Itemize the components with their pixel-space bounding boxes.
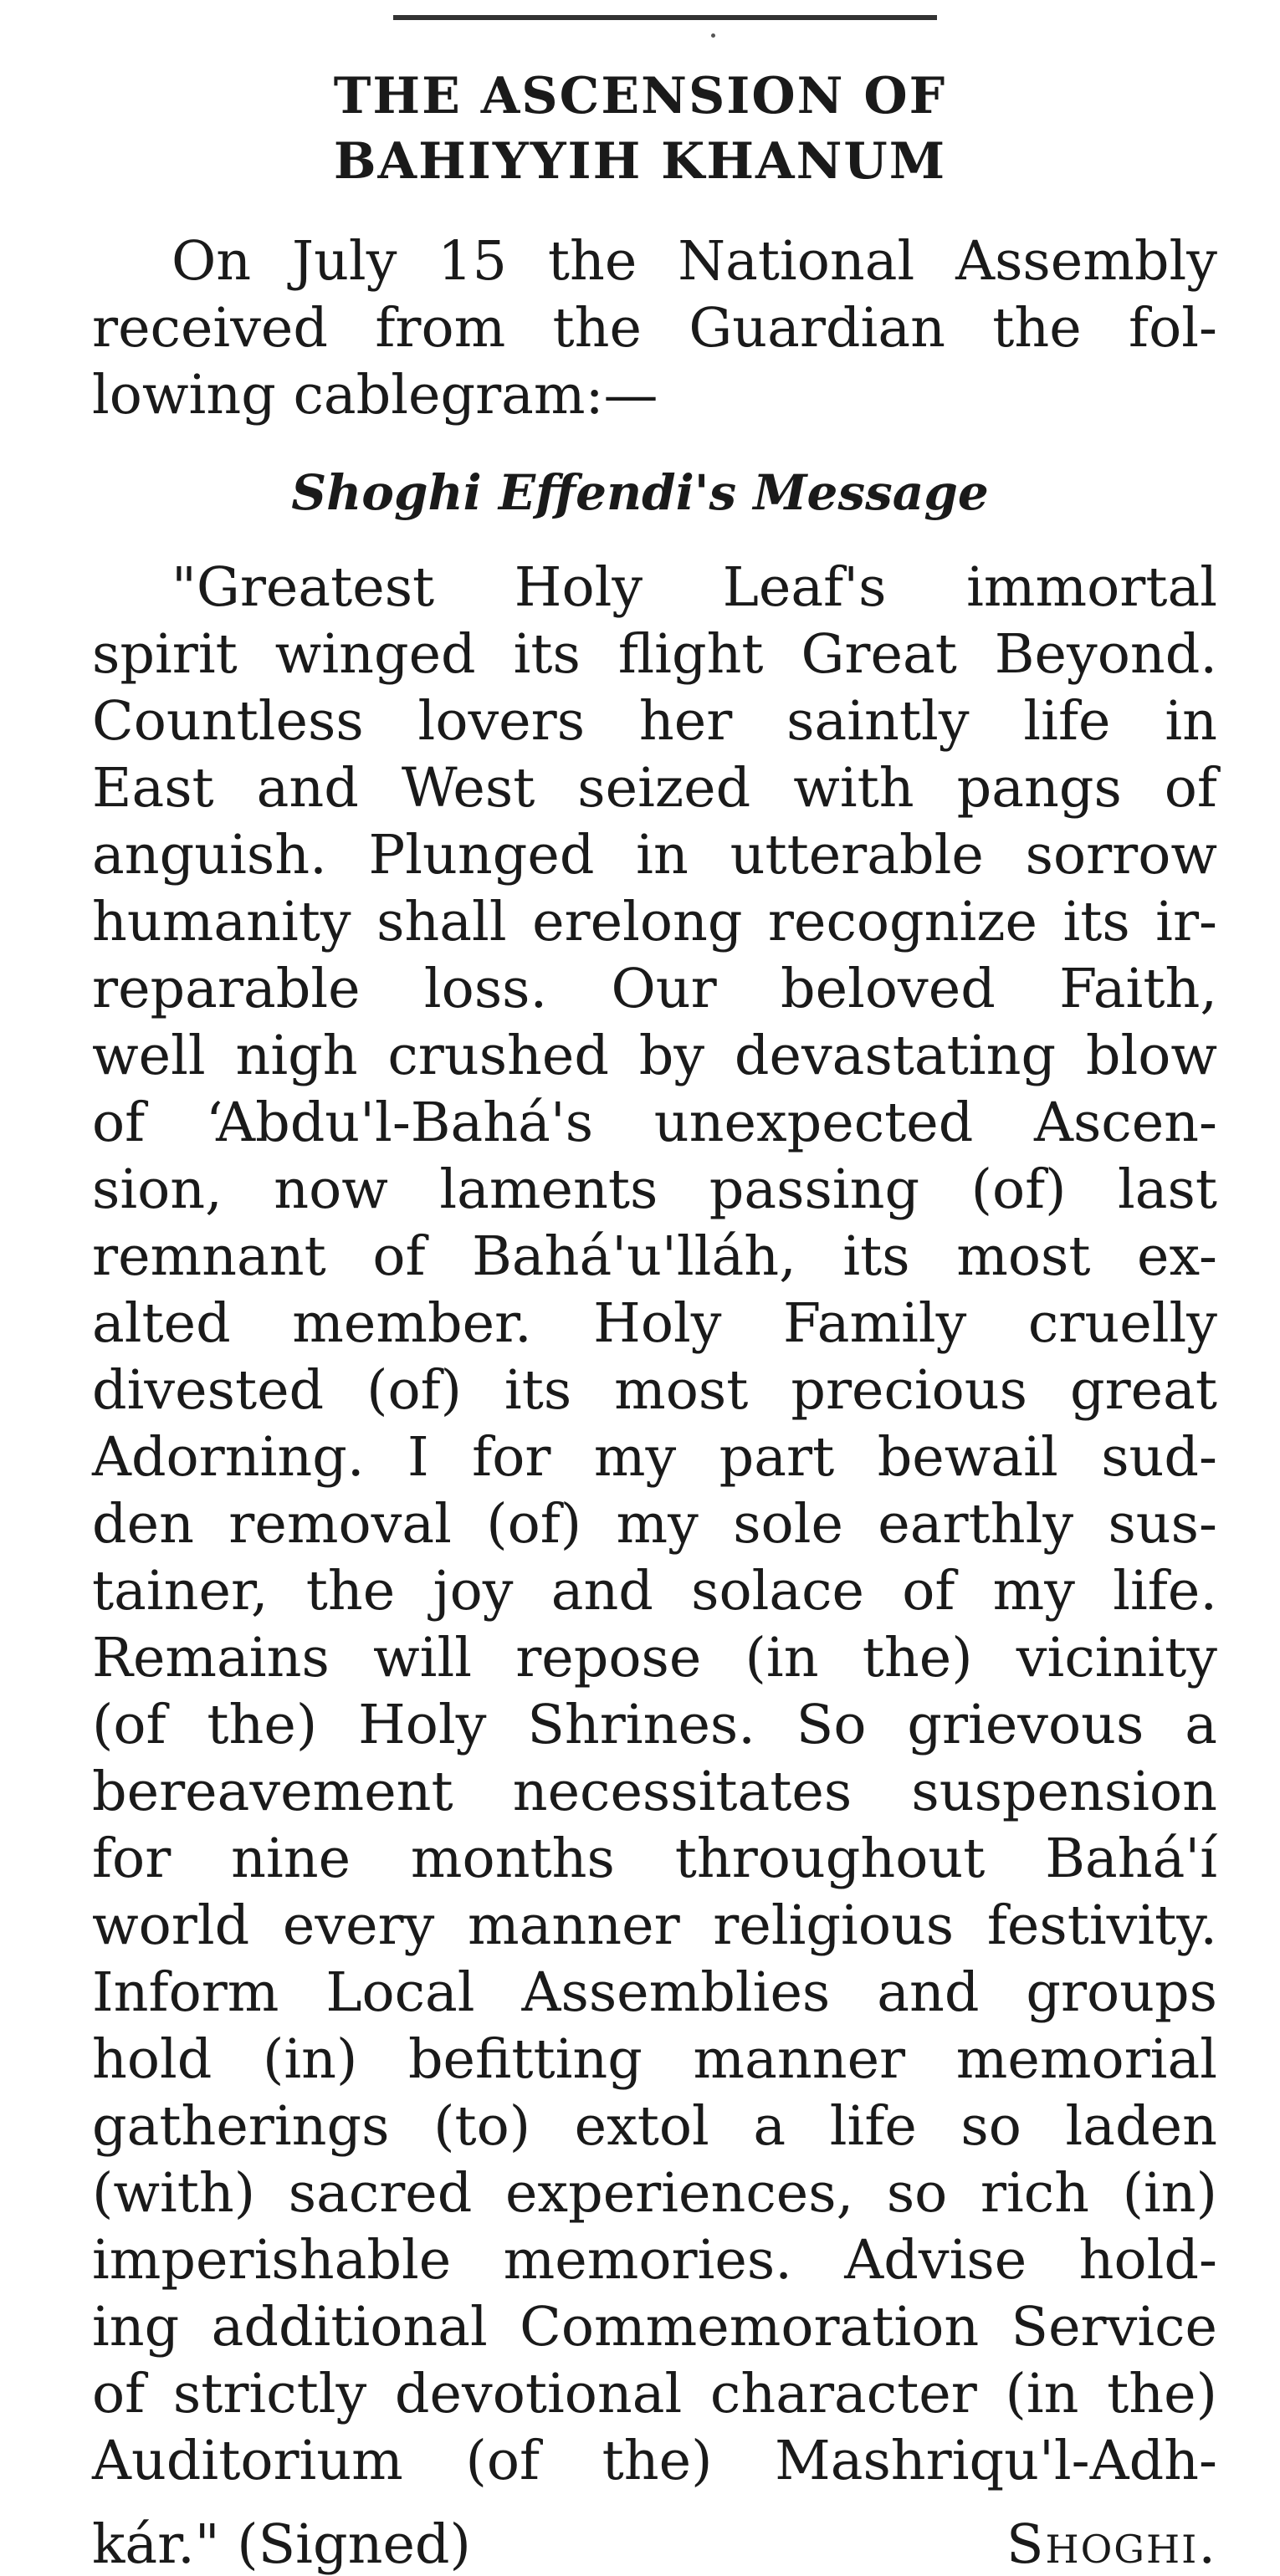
article-title-line-2: BAHIYYIH KHANUM: [333, 132, 947, 191]
message-line: of ‘Abdu'l-Bahá's unexpected Ascen-: [92, 1091, 1217, 1154]
message-line: divested (of) its most precious great: [92, 1359, 1217, 1422]
signature: Shoghi.: [1006, 2513, 1217, 2576]
message-line: Remains will repose (in the) vicinity: [92, 1627, 1217, 1689]
top-rule: [393, 15, 937, 20]
message-line: tainer, the joy and solace of my life.: [92, 1560, 1217, 1623]
message-line: Auditorium (of the) Mashriqu'l-Adh-: [92, 2430, 1217, 2492]
article-title-line-1: THE ASCENSION OF: [333, 67, 947, 125]
message-heading: Shoghi Effendi's Message: [291, 464, 989, 521]
message-line: ing additional Commemoration Service: [92, 2296, 1217, 2359]
message-line: bereavement necessitates suspension: [92, 1761, 1217, 1823]
message-line: Adorning. I for my part bewail sud-: [92, 1426, 1217, 1489]
message-line: "Greatest Holy Leaf's immortal: [172, 556, 1217, 619]
message-line: reparable loss. Our beloved Faith,: [92, 958, 1217, 1020]
message-line: (of the) Holy Shrines. So grievous a: [92, 1694, 1217, 1756]
message-line: humanity shall erelong recognize its ir-: [92, 891, 1217, 953]
message-line: remnant of Bahá'u'lláh, its most ex-: [92, 1225, 1217, 1288]
signed-text: kár." (Signed): [92, 2513, 471, 2576]
rule-dot: [711, 33, 715, 38]
message-line: world every manner religious festivity.: [92, 1894, 1217, 1957]
message-line: anguish. Plunged in utterable sorrow: [92, 824, 1217, 887]
message-line: for nine months throughout Bahá'í: [92, 1827, 1217, 1890]
message-line: sion, now laments passing (of) last: [92, 1158, 1217, 1221]
message-line: East and West seized with pangs of: [92, 757, 1217, 820]
message-line: hold (in) befitting manner memorial: [92, 2028, 1217, 2091]
message-line: Countless lovers her saintly life in: [92, 690, 1217, 753]
message-line: gatherings (to) extol a life so laden: [92, 2095, 1217, 2158]
message-line: imperishable memories. Advise hold-: [92, 2229, 1217, 2292]
message-line: of strictly devotional character (in the): [92, 2363, 1217, 2425]
message-line: well nigh crushed by devastating blow: [92, 1025, 1217, 1087]
message-line: alted member. Holy Family cruelly: [92, 1292, 1217, 1355]
intro-line: received from the Guardian the fol-: [92, 297, 1217, 360]
message-line: den removal (of) my sole earthly sus-: [92, 1493, 1217, 1556]
intro-line: lowing cablegram:—: [92, 364, 658, 427]
intro-line: On July 15 the National Assembly: [172, 230, 1217, 293]
message-line: Inform Local Assemblies and groups: [92, 1961, 1217, 2024]
message-line: spirit winged its flight Great Beyond.: [92, 623, 1217, 686]
message-line: (with) sacred experiences, so rich (in): [92, 2162, 1217, 2225]
